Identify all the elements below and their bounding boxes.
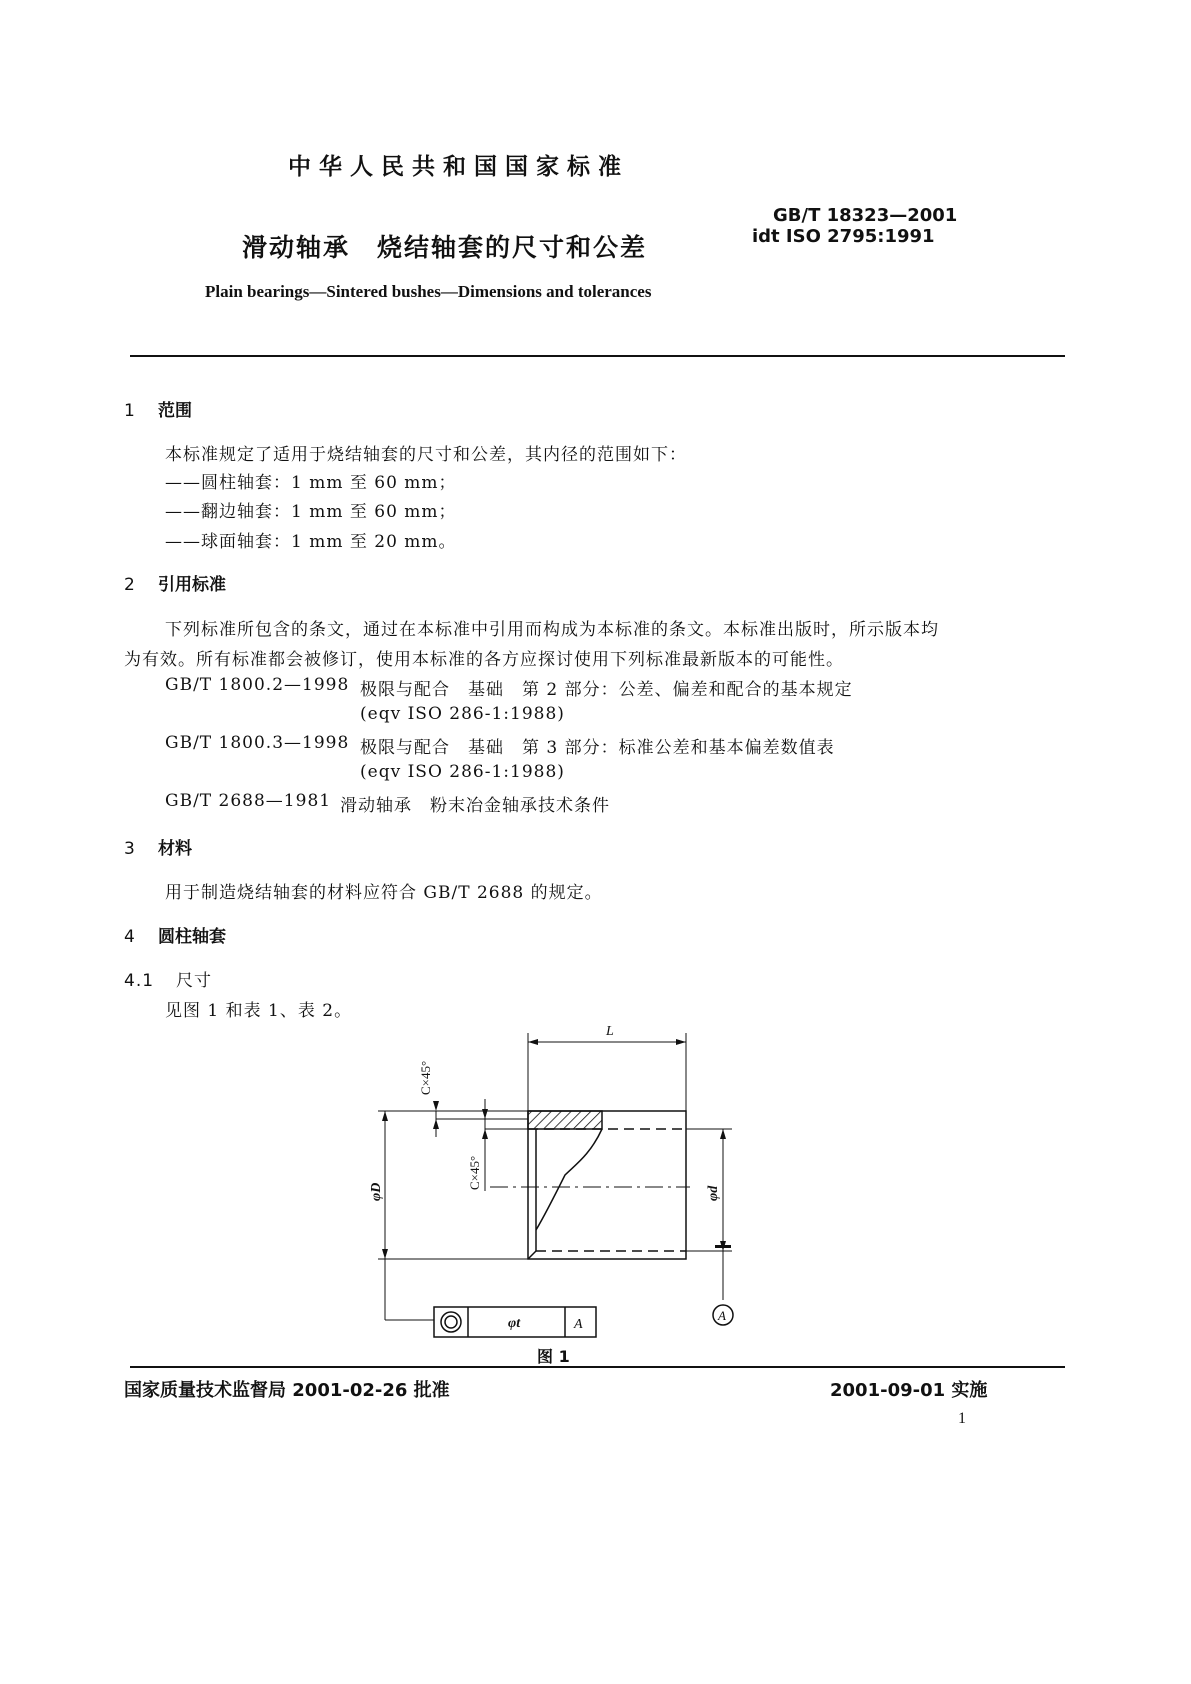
section-title: 圆柱轴套 — [158, 927, 226, 947]
subsection-4-1-text: 见图 1 和表 1、表 2。 — [165, 1001, 353, 1021]
reference-title: 极限与配合 基础 第 2 部分：公差、偏差和配合的基本规定 — [360, 680, 853, 700]
standard-code: GB/T 18323—2001 — [773, 205, 958, 226]
subsection-number: 4.1 — [124, 971, 155, 991]
bushing-outline — [528, 1111, 686, 1259]
label-chamfer-inner: C×45° — [467, 1155, 482, 1190]
frame-tolerance: φt — [508, 1316, 521, 1331]
section-1-intro: 本标准规定了适用于烧结轴套的尺寸和公差，其内径的范围如下： — [165, 445, 687, 465]
section-2-heading — [124, 570, 226, 595]
section-2-paragraph-line-1: 下列标准所包含的条文，通过在本标准中引用而构成为本标准的条文。本标准出版时，所示版本均 — [165, 620, 939, 640]
section-title: 材料 — [158, 839, 192, 859]
label-D: φD — [369, 1182, 384, 1201]
footer-divider — [130, 1366, 1065, 1368]
header-divider — [130, 355, 1065, 357]
reference-code: GB/T 2688—1981 — [165, 791, 332, 811]
reference-title: 滑动轴承 粉末冶金轴承技术条件 — [340, 796, 610, 816]
list-item: ——圆柱轴套：1 mm 至 60 mm； — [165, 473, 457, 493]
reference-eqv: (eqv ISO 286-1:1988) — [360, 762, 565, 782]
section-number: 1 — [124, 401, 135, 421]
break-line — [536, 1129, 602, 1230]
section-2-paragraph-line-2: 为有效。所有标准都会被修订，使用本标准的各方应探讨使用下列标准最新版本的可能性。 — [124, 650, 844, 670]
frame-datum: A — [574, 1317, 583, 1332]
list-item: ——翻边轴套：1 mm 至 60 mm； — [165, 502, 457, 522]
figure-1-drawing — [360, 1015, 780, 1355]
implementation-date: 2001-09-01 实施 — [830, 1380, 988, 1401]
reference-title: 极限与配合 基础 第 3 部分：标准公差和基本偏差数值表 — [360, 738, 835, 758]
section-number: 3 — [124, 839, 135, 859]
label-chamfer-outer: C×45° — [418, 1060, 433, 1095]
label-datum: A — [718, 1308, 726, 1323]
national-standard-heading: 中华人民共和国国家标准 — [288, 154, 629, 180]
reference-eqv: (eqv ISO 286-1:1988) — [360, 704, 565, 724]
section-title: 范围 — [158, 401, 192, 421]
section-title: 引用标准 — [158, 575, 226, 595]
reference-code: GB/T 1800.2—1998 — [165, 675, 350, 695]
section-3-text: 用于制造烧结轴套的材料应符合 GB/T 2688 的规定。 — [165, 883, 603, 903]
list-item: ——球面轴套：1 mm 至 20 mm。 — [165, 532, 457, 552]
document-title-en: Plain bearings—Sintered bushes—Dimensions and tolerances — [205, 282, 652, 301]
document-title-cn: 滑动轴承 烧结轴套的尺寸和公差 — [242, 233, 648, 262]
section-number: 2 — [124, 575, 135, 595]
subsection-title: 尺寸 — [176, 971, 212, 991]
section-3-heading — [124, 834, 192, 859]
label-d: φd — [706, 1185, 721, 1201]
reference-code: GB/T 1800.3—1998 — [165, 733, 350, 753]
section-4-heading — [124, 922, 226, 947]
page-number: 1 — [958, 1410, 966, 1427]
section-number: 4 — [124, 927, 135, 947]
label-L: L — [606, 1024, 614, 1039]
subsection-4-1-heading — [124, 966, 212, 991]
bushing-wall-hatch — [528, 1111, 602, 1129]
figure-caption: 图 1 — [537, 1347, 570, 1366]
section-1-heading — [124, 396, 192, 421]
idt-reference: idt ISO 2795:1991 — [752, 226, 935, 247]
approval-line: 国家质量技术监督局 2001-02-26 批准 — [124, 1380, 450, 1401]
